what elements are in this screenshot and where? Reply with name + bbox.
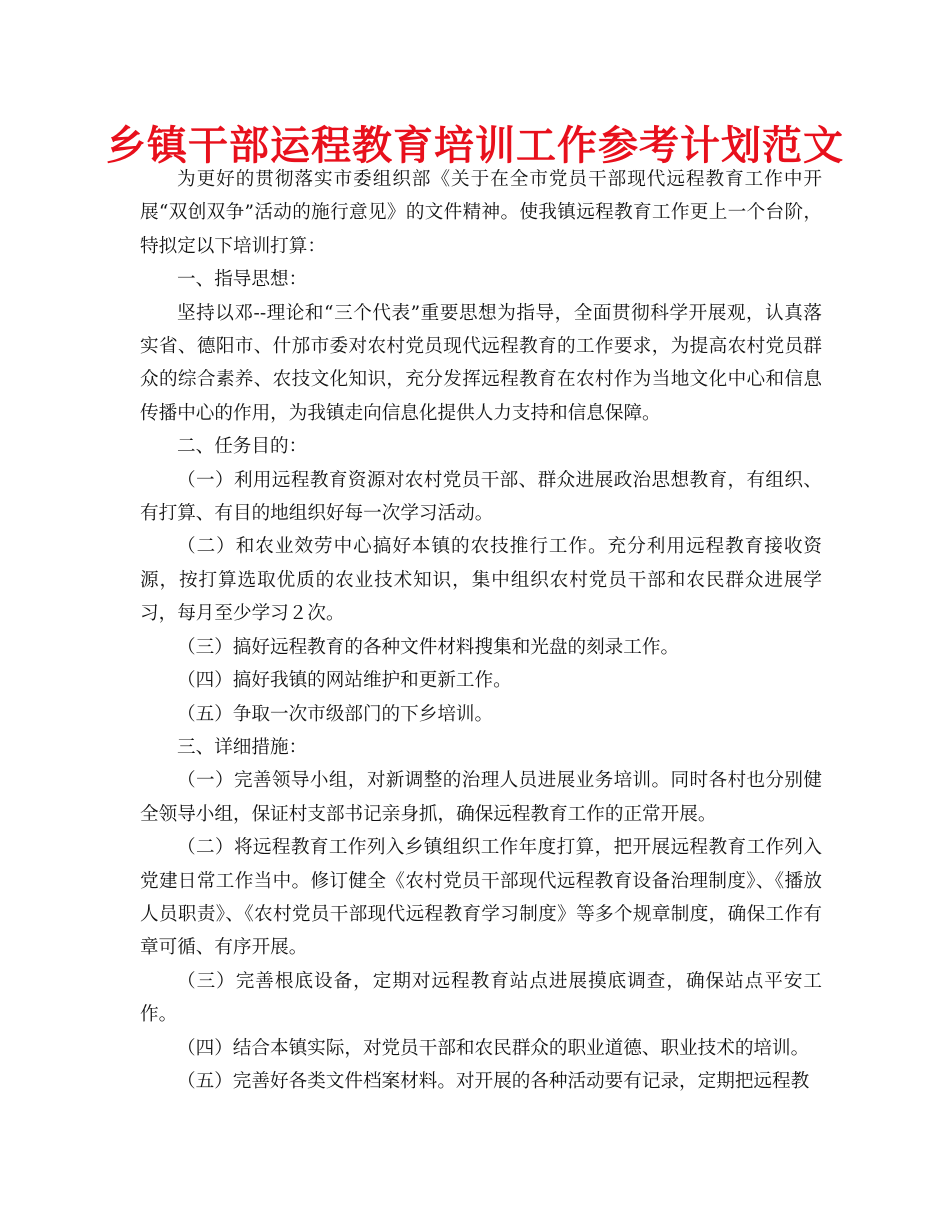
guiding-thought-paragraph: 坚持以邓--理论和“三个代表”重要思想为指导，全面贯彻科学开展观，认真落实省、德阳市、什邡市委对农村党员现代远程教育的工作要求，为提高农村党员群众的综合素养、农技文化知识，充分发挥远程教育在农村作为当地文化中心和信息传播中心的作用，为我镇走向信息化提供人力支持和信息保障。 [140, 302, 822, 424]
measure-item-1: （一）完善领导小组，对新调整的治理人员进展业务培训。同时各村也分别健全领导小组，保证村支部书记亲身抓，确保远程教育工作的正常开展。 [140, 770, 822, 825]
section-heading-guiding-thought: 一、指导思想： [177, 269, 308, 291]
document-title: 乡镇干部运程教育培训工作参考计划范文 [106, 123, 844, 169]
task-item-3: （三）搞好远程教育的各种文件材料搜集和光盘的刻录工作。 [177, 636, 680, 658]
document-body [140, 163, 822, 1098]
section-heading-measures: 三、详细措施： [177, 736, 308, 758]
measure-item-3: （三）完善根底设备，定期对远程教育站点进展摸底调查，确保站点平安工作。 [140, 970, 822, 1026]
intro-paragraph: 为更好的贯彻落实市委组织部《关于在全市党员干部现代远程教育工作中开展“双创双争”活动的施行意见》的文件精神。使我镇远程教育工作更上一个台阶，特拟定以下培训打算： [140, 169, 822, 257]
measure-item-5: （五）完善好各类文件档案材料。对开展的各种活动要有记录，定期把远程教 [177, 1070, 810, 1092]
measure-item-2: （二）将远程教育工作列入乡镇组织工作年度打算，把开展远程教育工作列入党建日常工作当中。修订健全《农村党员干部现代远程教育设备治理制度》、《播放人员职责》、《农村党员干部现代远程教育学习制度》等多个规章制度，确保工作有章可循、有序开展。 [140, 837, 822, 959]
task-item-2: （二）和农业效劳中心搞好本镇的农技推行工作。充分利用远程教育接收资源，按打算选取优质的农业技术知识，集中组织农村党员干部和农民群众进展学习，每月至少学习２次。 [140, 536, 822, 625]
task-item-5: （五）争取一次市级部门的下乡培训。 [177, 703, 494, 725]
measure-item-4: （四）结合本镇实际，对党员干部和农民群众的职业道德、职业技术的培训。 [177, 1037, 810, 1059]
task-item-1: （一）利用远程教育资源对农村党员干部、群众进展政治思想教育，有组织、有打算、有目的地组织好每一次学习活动。 [140, 469, 822, 525]
task-item-4: （四）搞好我镇的网站维护和更新工作。 [177, 670, 512, 692]
section-heading-task-goals: 二、任务目的： [177, 436, 308, 458]
